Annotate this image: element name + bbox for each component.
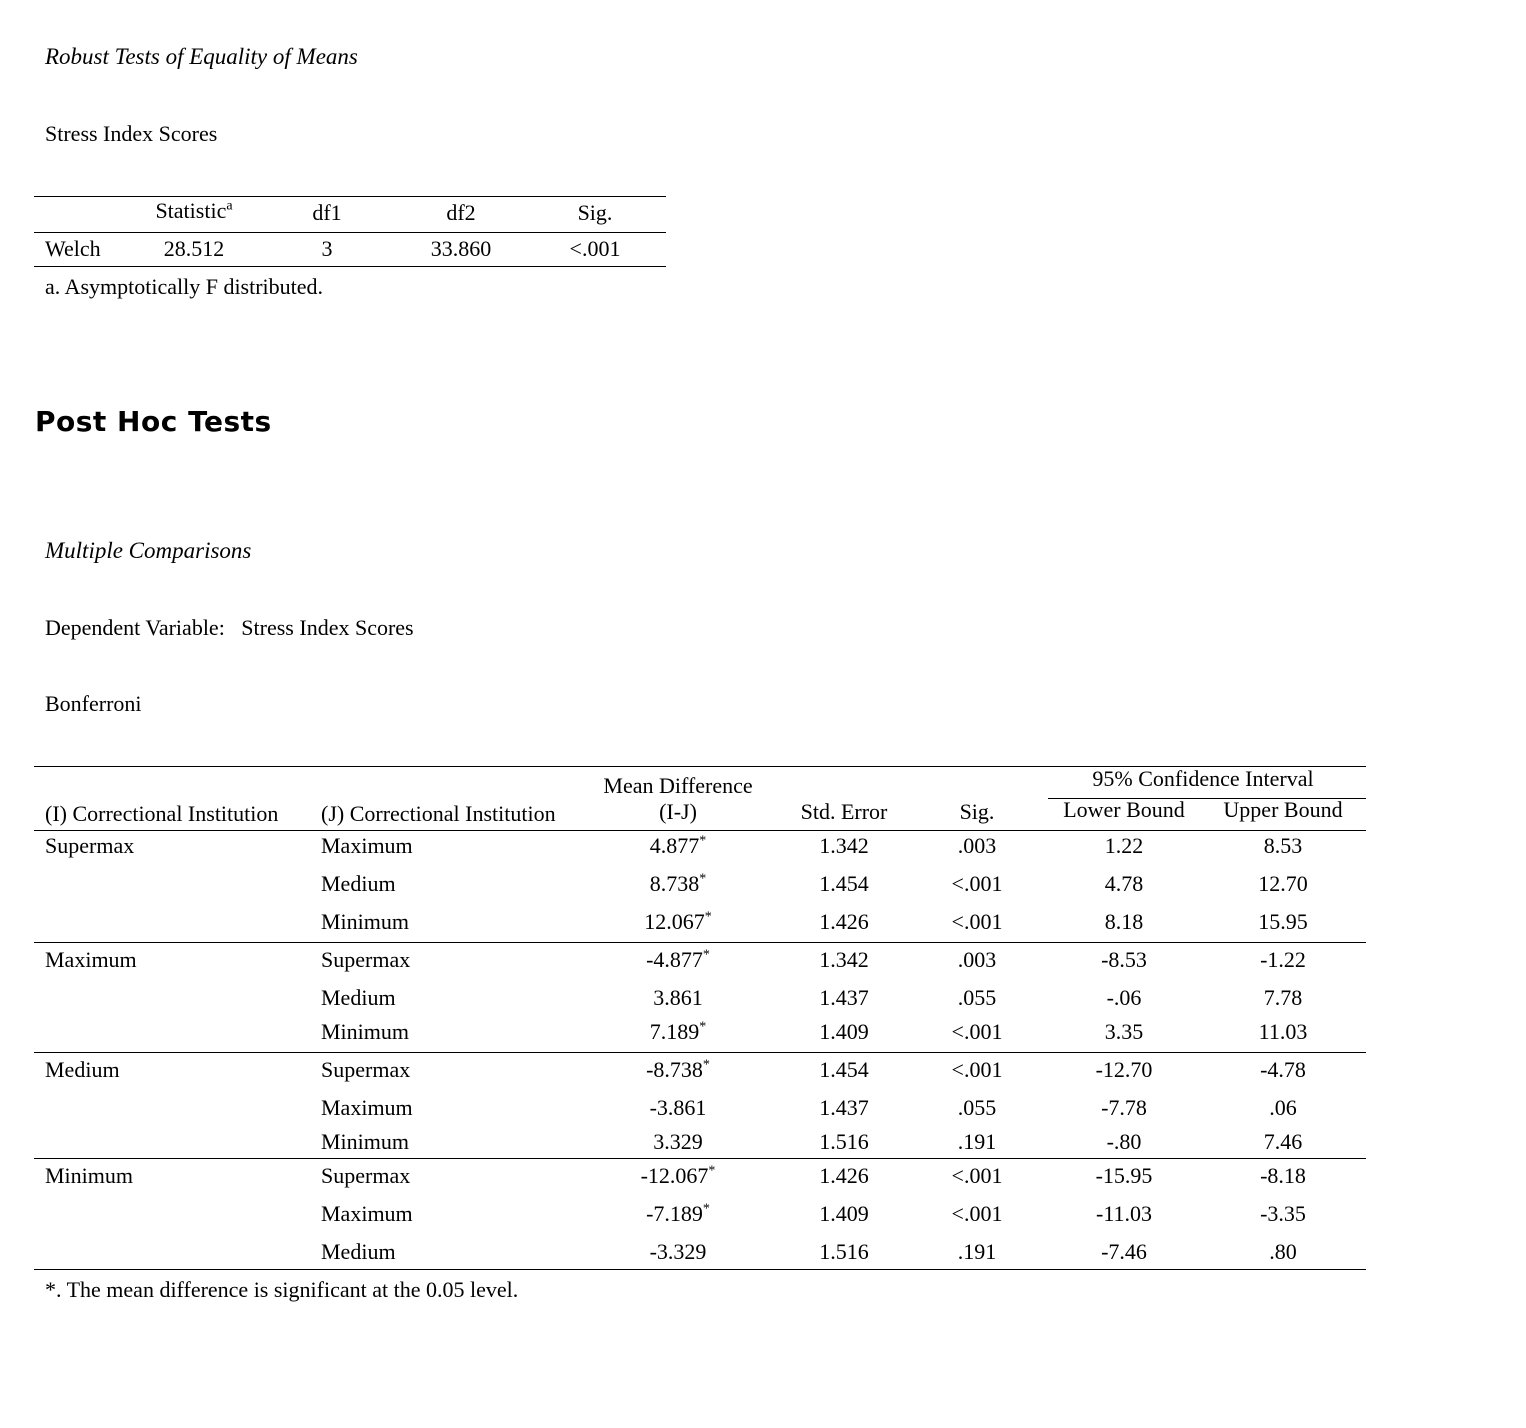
- i-institution-label: Minimum: [45, 1163, 134, 1188]
- table-top-rule: [34, 196, 666, 197]
- upper-bound: 15.95: [1258, 909, 1308, 934]
- mean-difference: [644, 909, 712, 935]
- group-separator-rule: [34, 1052, 1366, 1053]
- mean-difference: [646, 1057, 710, 1083]
- upper-bound: -4.78: [1260, 1057, 1306, 1082]
- upper-bound: -3.35: [1260, 1201, 1306, 1226]
- upper-bound: 7.78: [1263, 985, 1303, 1010]
- lower-bound: -7.78: [1101, 1095, 1147, 1120]
- multiple-comparisons-footnote: *. The mean difference is significant at the 0.05 level.: [45, 1277, 519, 1302]
- mean-difference: [650, 1019, 707, 1045]
- mean-difference-value: 4.877: [649, 833, 700, 858]
- sig-value: <.001: [951, 1163, 1003, 1188]
- mean-difference-value: -12.067: [640, 1163, 709, 1188]
- lower-bound: -8.53: [1101, 947, 1147, 972]
- mean-difference: [650, 1095, 707, 1121]
- header-i-institution: (I) Correctional Institution: [45, 801, 279, 826]
- upper-bound: 8.53: [1263, 833, 1303, 858]
- sig-value: .055: [957, 985, 997, 1010]
- std-error: 1.437: [819, 1095, 869, 1120]
- lower-bound: 3.35: [1104, 1019, 1144, 1044]
- j-institution: Maximum: [321, 833, 413, 858]
- j-institution: Medium: [321, 985, 396, 1010]
- mean-difference-value: 7.189: [649, 1019, 700, 1044]
- std-error: 1.426: [819, 1163, 869, 1188]
- robust-tests-footnote: a. Asymptotically F distributed.: [45, 274, 324, 299]
- std-error: 1.454: [819, 871, 869, 896]
- significance-marker: *: [702, 1201, 710, 1217]
- j-institution: Supermax: [321, 1163, 411, 1188]
- header-rule: [34, 830, 1366, 831]
- i-institution-label: Supermax: [45, 833, 135, 858]
- upper-bound: .80: [1269, 1239, 1297, 1264]
- sig-value: <.001: [951, 1019, 1003, 1044]
- header-upper-bound: Upper Bound: [1223, 797, 1343, 822]
- group-separator-rule: [34, 1158, 1366, 1159]
- j-institution: Maximum: [321, 1201, 413, 1226]
- mean-difference: [646, 1201, 710, 1227]
- j-institution: Medium: [321, 871, 396, 896]
- mean-difference-value: -7.189: [646, 1201, 703, 1226]
- upper-bound: 7.46: [1263, 1129, 1303, 1154]
- significance-marker: *: [704, 909, 712, 925]
- sig-value: .003: [957, 833, 997, 858]
- sig-value: .191: [957, 1129, 997, 1154]
- j-institution: Supermax: [321, 947, 411, 972]
- sig-value: <.001: [951, 1057, 1003, 1082]
- table-bottom-rule: [34, 266, 666, 267]
- multiple-comparisons-caption: Multiple Comparisons: [45, 538, 252, 563]
- mean-difference: [650, 1239, 707, 1265]
- lower-bound: -15.95: [1095, 1163, 1153, 1188]
- std-error: 1.454: [819, 1057, 869, 1082]
- mean-difference: [653, 985, 703, 1011]
- welch-statistic: 28.512: [163, 236, 225, 261]
- std-error: 1.409: [819, 1019, 869, 1044]
- sig-value: .003: [957, 947, 997, 972]
- header-ci: 95% Confidence Interval: [1092, 766, 1314, 791]
- upper-bound: 12.70: [1258, 871, 1308, 896]
- lower-bound: 8.18: [1104, 909, 1144, 934]
- lower-bound: 1.22: [1104, 833, 1144, 858]
- header-sig: Sig.: [577, 200, 613, 225]
- lower-bound: -11.03: [1095, 1201, 1153, 1226]
- mean-difference-value: 12.067: [644, 909, 705, 934]
- sig-value: <.001: [951, 1201, 1003, 1226]
- mean-difference: [653, 1129, 703, 1155]
- header-j-institution: (J) Correctional Institution: [321, 801, 556, 826]
- mean-difference-value: -3.329: [649, 1239, 707, 1264]
- group-separator-rule: [34, 942, 1366, 943]
- mean-difference-value: -3.861: [649, 1095, 707, 1120]
- mean-difference: [650, 833, 707, 859]
- row-label-welch: Welch: [45, 236, 101, 261]
- header-mean-diff-line2: (I-J): [659, 799, 697, 824]
- std-error: 1.437: [819, 985, 869, 1010]
- significance-marker: *: [699, 1019, 707, 1035]
- std-error: 1.342: [819, 833, 869, 858]
- header-rule: [34, 232, 666, 233]
- mean-difference-value: -8.738: [646, 1057, 703, 1082]
- significance-marker: *: [702, 947, 710, 963]
- multiple-comparisons-table: [34, 766, 1366, 1271]
- upper-bound: -1.22: [1260, 947, 1306, 972]
- std-error: 1.342: [819, 947, 869, 972]
- header-lower-bound: Lower Bound: [1063, 797, 1185, 822]
- lower-bound: -12.70: [1095, 1057, 1153, 1082]
- header-df1: df1: [312, 200, 342, 225]
- mean-difference: [650, 871, 707, 897]
- header-df2: df2: [446, 200, 476, 225]
- dependent-variable-label: Dependent Variable: Stress Index Scores: [45, 615, 414, 640]
- std-error: 1.426: [819, 909, 869, 934]
- upper-bound: -8.18: [1260, 1163, 1306, 1188]
- lower-bound: -.06: [1106, 985, 1142, 1010]
- header-std-error: Std. Error: [800, 799, 888, 824]
- lower-bound: -.80: [1106, 1129, 1142, 1154]
- mean-difference-value: 8.738: [649, 871, 700, 896]
- i-institution-label: Maximum: [45, 947, 137, 972]
- welch-df1: 3: [321, 236, 333, 261]
- sig-value: .055: [957, 1095, 997, 1120]
- upper-bound: .06: [1269, 1095, 1297, 1120]
- welch-sig: <.001: [569, 236, 621, 261]
- std-error: 1.516: [819, 1239, 869, 1264]
- header-mean-diff-line1: Mean Difference: [603, 773, 753, 798]
- post-hoc-heading: Post Hoc Tests: [35, 405, 272, 438]
- j-institution: Medium: [321, 1239, 396, 1264]
- header-sig: Sig.: [959, 799, 995, 824]
- significance-marker: *: [702, 1057, 710, 1073]
- robust-tests-caption: Robust Tests of Equality of Means: [45, 44, 358, 69]
- lower-bound: 4.78: [1104, 871, 1144, 896]
- j-institution: Minimum: [321, 909, 410, 934]
- i-institution-label: Medium: [45, 1057, 120, 1082]
- j-institution: Minimum: [321, 1129, 410, 1154]
- mean-difference: [641, 1163, 716, 1189]
- welch-df2: 33.860: [430, 236, 492, 261]
- j-institution: Supermax: [321, 1057, 411, 1082]
- sig-value: <.001: [951, 871, 1003, 896]
- mean-difference-value: 3.861: [653, 985, 703, 1010]
- table-bottom-rule: [34, 1269, 1366, 1270]
- significance-marker: *: [699, 871, 707, 887]
- std-error: 1.516: [819, 1129, 869, 1154]
- upper-bound: 11.03: [1258, 1019, 1308, 1044]
- j-institution: Maximum: [321, 1095, 413, 1120]
- header-statistic: Statistic$^a$: [155, 198, 233, 223]
- significance-marker: *: [708, 1163, 716, 1179]
- mean-difference-value: -4.877: [646, 947, 703, 972]
- robust-tests-variable: Stress Index Scores: [45, 121, 218, 146]
- lower-bound: -7.46: [1101, 1239, 1147, 1264]
- j-institution: Minimum: [321, 1019, 410, 1044]
- std-error: 1.409: [819, 1201, 869, 1226]
- robust-tests-table: [34, 196, 666, 268]
- significance-marker: *: [699, 833, 707, 849]
- sig-value: <.001: [951, 909, 1003, 934]
- sig-value: .191: [957, 1239, 997, 1264]
- mean-difference-value: 3.329: [653, 1129, 703, 1154]
- method-label: Bonferroni: [45, 691, 142, 716]
- mean-difference: [646, 947, 710, 973]
